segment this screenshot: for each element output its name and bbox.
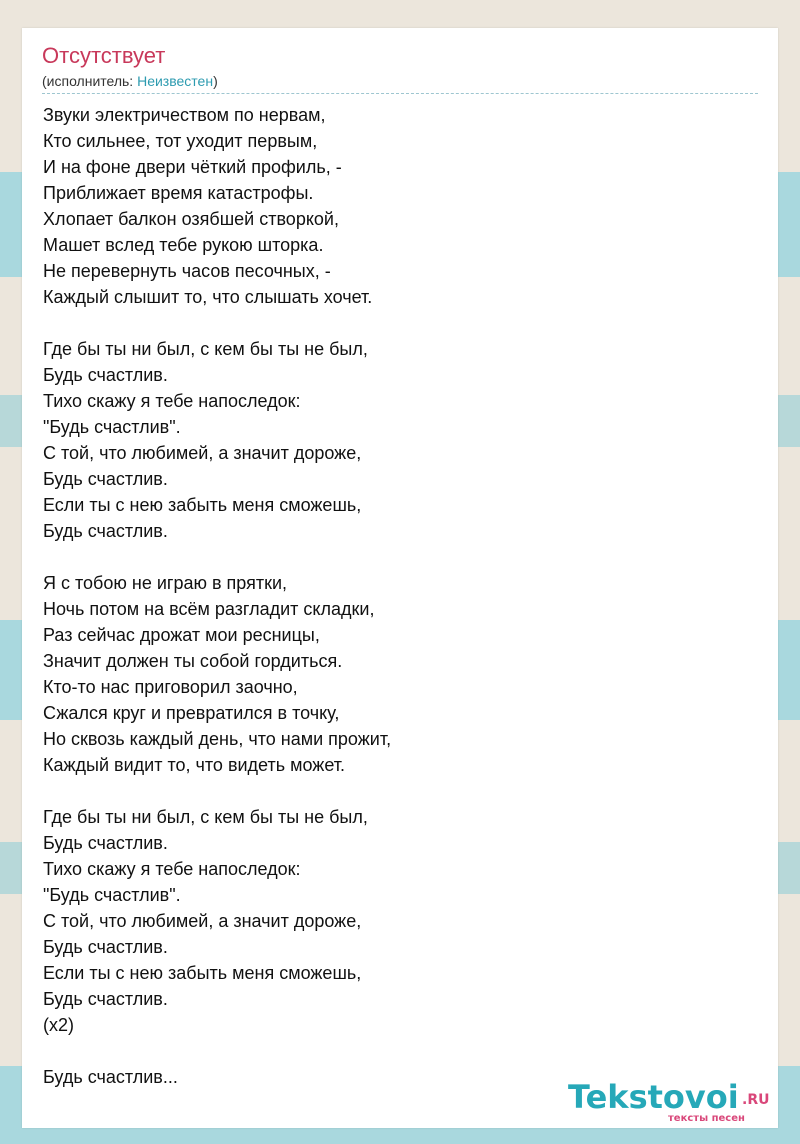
logo-tagline: тексты песен xyxy=(668,1113,745,1124)
title-divider xyxy=(42,93,758,94)
song-lyrics: Звуки электричеством по нервам, Кто сильнее, тот уходит первым, И на фоне двери чёткий профиль, - Приближает время катастрофы. Хлопает балкон озябшей створкой, Машет вслед тебе рукою шторка. Не перевернуть часов песочных, - Каждый слышит то, что слышать хочет. Где бы ты ни был, с кем бы ты не был, Будь счастлив. Тихо скажу я тебе напоследок: "Будь счастлив". С той, что любимей, а значит дороже, Будь счастлив. Если ты с нею забыть меня сможешь, Будь счастлив. Я с тобою не играю в прятки, Ночь потом на всём разгладит складки, Раз сейчас дрожат мои ресницы, Значит должен ты собой гордиться. Кто-то нас приговорил заочно, Сжался круг и превратился в точку, Но сквозь каждый день, что нами прожит, Каждый видит то, что видеть может. Где бы ты ни был, с кем бы ты не был, Будь счастлив. Тихо скажу я тебе напоследок: "Будь счастлив". С той, что любимей, а значит дороже, Будь счастлив. Если ты с нею забыть меня сможешь, Будь счастлив. (x2) Будь счастлив... xyxy=(43,105,392,1087)
artist-link[interactable]: Неизвестен xyxy=(137,73,214,89)
song-title: Отсутствует xyxy=(42,43,166,68)
logo-domain: .RU xyxy=(742,1092,770,1108)
logo-wordmark: Tekstovoi xyxy=(568,1078,739,1116)
artist-prefix: (исполнитель: xyxy=(42,73,138,89)
site-logo[interactable] xyxy=(568,1078,778,1128)
artist-line xyxy=(42,72,218,90)
artist-suffix: ) xyxy=(213,73,218,89)
